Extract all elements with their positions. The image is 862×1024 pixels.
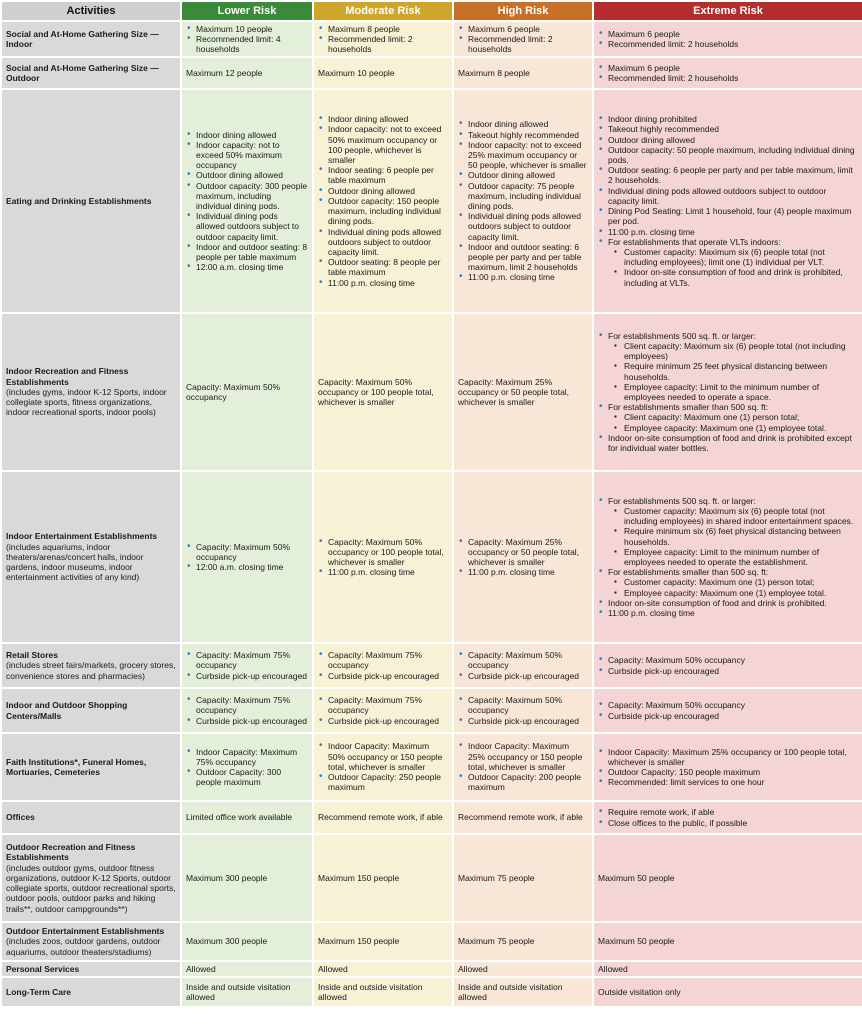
bullet-list <box>598 655 858 675</box>
high-risk-cell <box>454 644 592 687</box>
bullet-item <box>608 402 858 433</box>
lower-risk-cell <box>182 644 312 687</box>
bullet-text: Takeout highly recommended <box>608 124 720 135</box>
activity-cell <box>2 802 180 833</box>
bullet-item: • Recommended limit: 2 households <box>328 34 448 54</box>
bullet-list <box>458 741 588 792</box>
moderate-risk-cell <box>314 644 452 687</box>
bullet-list <box>186 747 308 788</box>
sub-bullet-item: ▪ Client capacity: Maximum six (6) people total (not including employees) <box>624 341 858 361</box>
bullet-text: Indoor on-site consumption of food and drink is prohibited. <box>608 597 827 608</box>
bullet-item <box>608 331 858 402</box>
moderate-risk-cell: Maximum 150 people <box>314 923 452 960</box>
bullet-item: • Indoor and outdoor seating: 8 people per table maximum <box>196 242 308 262</box>
activity-cell <box>2 314 180 470</box>
bullet-item: • 11:00 p.m. closing time <box>328 278 448 288</box>
bullet-item: • Outdoor dining allowed <box>196 170 308 180</box>
bullet-list <box>598 496 858 618</box>
table-row <box>2 472 862 642</box>
extreme-risk-cell <box>594 734 862 800</box>
lower-risk-cell <box>182 22 312 56</box>
bullet-item: • Outdoor Capacity: 200 people maximum <box>468 772 588 792</box>
activity-cell <box>2 978 180 1006</box>
bullet-item <box>608 227 858 237</box>
bullet-item: • 12:00 a.m. closing time <box>196 562 308 572</box>
bullet-item: • Capacity: Maximum 50% occupancy <box>468 650 588 670</box>
bullet-item: • Capacity: Maximum 50% occupancy <box>608 700 858 710</box>
bullet-item: • Individual dining pods allowed outdoors subject to outdoor capacity limit. <box>196 211 308 242</box>
lower-risk-cell: Capacity: Maximum 50% occupancy <box>182 314 312 470</box>
bullet-text: For establishments smaller than 500 sq. ft: <box>608 567 769 578</box>
moderate-risk-cell <box>314 689 452 732</box>
bullet-item: • Curbside pick-up encouraged <box>196 671 308 681</box>
sub-bullet-list <box>608 577 858 597</box>
activity-cell <box>2 644 180 687</box>
table-row <box>2 835 862 921</box>
bullet-item: • Require remote work, if able <box>608 807 858 817</box>
bullet-item <box>608 496 858 567</box>
bullet-item: • Capacity: Maximum 50% occupancy <box>468 695 588 715</box>
bullet-list <box>186 650 308 681</box>
bullet-item <box>608 206 858 226</box>
bullet-item: • Curbside pick-up encouraged <box>608 666 858 676</box>
activity-name: Personal Services <box>6 963 80 974</box>
bullet-item <box>608 165 858 185</box>
activity-cell <box>2 689 180 732</box>
bullet-item: • Outdoor dining allowed <box>468 170 588 180</box>
bullet-item <box>608 598 858 608</box>
activity-description: (includes outdoor gyms, outdoor fitness organizations, outdoor K-12 Sports, outdoor collegiate sports, outdoor recreational sports, outdoor pools, outdoor parks and hiking trails**, outdoor campgrounds**) <box>6 862 176 914</box>
table-row <box>2 802 862 833</box>
activity-cell <box>2 923 180 960</box>
bullet-item: • Indoor dining allowed <box>468 119 588 129</box>
bullet-list <box>598 29 858 49</box>
sub-bullet-item: ▪ Employee capacity: Limit to the minimum number of employees needed to operate the establishment. <box>624 547 858 567</box>
bullet-item: • Capacity: Maximum 75% occupancy <box>196 650 308 670</box>
bullet-item: • Indoor capacity: not to exceed 50% maximum occupancy <box>196 140 308 171</box>
extreme-risk-cell <box>594 472 862 642</box>
lower-risk-cell: Maximum 300 people <box>182 923 312 960</box>
high-risk-cell: Recommend remote work, if able <box>454 802 592 833</box>
extreme-risk-cell: Outside visitation only <box>594 978 862 1006</box>
bullet-list <box>598 63 858 83</box>
bullet-item <box>608 186 858 206</box>
bullet-list <box>318 24 448 55</box>
bullet-item: • 11:00 p.m. closing time <box>468 272 588 282</box>
sub-bullet-list <box>608 247 858 288</box>
lower-risk-cell: Maximum 12 people <box>182 58 312 88</box>
bullet-item: • Outdoor capacity: 150 people maximum, including individual dining pods. <box>328 196 448 227</box>
table-row <box>2 734 862 800</box>
table-row <box>2 90 862 312</box>
activity-cell <box>2 734 180 800</box>
activity-cell <box>2 90 180 312</box>
bullet-text: Individual dining pods allowed outdoors subject to outdoor capacity limit. <box>608 185 827 206</box>
activity-name: Faith Institutions*, Funeral Homes, Mortuaries, Cemeteries <box>6 756 147 777</box>
bullet-item: • Recommended limit: 4 households <box>196 34 308 54</box>
extreme-risk-cell <box>594 802 862 833</box>
activity-name: Retail Stores <box>6 650 58 661</box>
bullet-item: • Recommended limit: 2 households <box>468 34 588 54</box>
bullet-item: • Indoor dining allowed <box>196 130 308 140</box>
bullet-item: • Capacity: Maximum 75% occupancy <box>328 695 448 715</box>
bullet-item <box>608 608 858 618</box>
sub-bullet-item: ▪ Employee capacity: Maximum one (1) employee total. <box>624 423 858 433</box>
extreme-risk-cell: Maximum 50 people <box>594 923 862 960</box>
bullet-item: • Curbside pick-up encouraged <box>608 711 858 721</box>
activity-description: (includes street fairs/markets, grocery stores, convenience stores and pharmacies) <box>6 660 176 681</box>
bullet-text: Indoor dining prohibited <box>608 114 697 125</box>
bullet-item: • Recommended limit: 2 households <box>608 39 858 49</box>
table-row <box>2 644 862 687</box>
extreme-risk-cell <box>594 314 862 470</box>
moderate-risk-cell: Recommend remote work, if able <box>314 802 452 833</box>
extreme-risk-cell <box>594 58 862 88</box>
extreme-risk-cell <box>594 22 862 56</box>
bullet-list <box>186 24 308 55</box>
header-extreme-risk: Extreme Risk <box>594 2 862 20</box>
extreme-risk-cell <box>594 689 862 732</box>
sub-bullet-list <box>608 412 858 432</box>
header-high-risk: High Risk <box>454 2 592 20</box>
sub-bullet-item: ▪ Require minimum 25 feet physical distancing between households. <box>624 361 858 381</box>
bullet-list <box>318 650 448 681</box>
sub-bullet-item: ▪ Employee capacity: Maximum one (1) employee total. <box>624 588 858 598</box>
high-risk-cell: Maximum 8 people <box>454 58 592 88</box>
bullet-item: • Indoor capacity: not to exceed 50% maximum occupancy or 100 people, whichever is smaller <box>328 124 448 165</box>
sub-bullet-list <box>608 506 858 567</box>
bullet-text: For establishments smaller than 500 sq. ft: <box>608 402 769 413</box>
extreme-risk-cell <box>594 90 862 312</box>
lower-risk-cell <box>182 90 312 312</box>
activity-name: Offices <box>6 812 35 823</box>
bullet-list <box>186 130 308 273</box>
bullet-item: • Maximum 6 people <box>608 63 858 73</box>
header-moderate-risk: Moderate Risk <box>314 2 452 20</box>
activity-cell <box>2 22 180 56</box>
lower-risk-cell <box>182 472 312 642</box>
activity-description: (includes zoos, outdoor gardens, outdoor aquariums, outdoor theaters/stadiums) <box>6 936 161 957</box>
sub-bullet-list <box>608 341 858 402</box>
bullet-item: • Indoor dining allowed <box>328 114 448 124</box>
bullet-item: • Outdoor Capacity: 150 people maximum <box>608 767 858 777</box>
bullet-list <box>318 741 448 792</box>
activity-name: Indoor Recreation and Fitness Establishments <box>6 366 129 387</box>
bullet-text: 11:00 p.m. closing time <box>608 226 695 237</box>
bullet-item: • Indoor Capacity: Maximum 50% occupancy or 150 people total, whichever is smaller <box>328 741 448 772</box>
bullet-list <box>598 807 858 827</box>
bullet-item: • Capacity: Maximum 75% occupancy <box>196 695 308 715</box>
sub-bullet-item: ▪ Customer capacity: Maximum six (6) people total (not including employees) in shared indoor entertainment spaces. <box>624 506 858 526</box>
header-activities: Activities <box>2 2 180 20</box>
high-risk-cell <box>454 734 592 800</box>
table-row <box>2 689 862 732</box>
bullet-item: • Outdoor dining allowed <box>328 186 448 196</box>
activity-description: (includes gyms, indoor K-12 Sports, indoor collegiate sports, fitness organizations, indoor recreational sports, indoor pools) <box>6 386 167 418</box>
bullet-item: • 11:00 p.m. closing time <box>468 567 588 577</box>
high-risk-cell: Maximum 75 people <box>454 923 592 960</box>
moderate-risk-cell <box>314 472 452 642</box>
bullet-item: • Capacity: Maximum 50% occupancy or 100 people total, whichever is smaller <box>328 537 448 568</box>
bullet-text: Indoor on-site consumption of food and drink is prohibited except for individual water bottles. <box>608 432 852 454</box>
bullet-list <box>318 537 448 578</box>
bullet-item <box>608 145 858 165</box>
sub-bullet-item: ▪ Client capacity: Maximum one (1) person total; <box>624 412 858 422</box>
bullet-item: • Capacity: Maximum 25% occupancy or 50 people total, whichever is smaller <box>468 537 588 568</box>
bullet-item: • Curbside pick-up encouraged <box>468 671 588 681</box>
bullet-item: • Curbside pick-up encouraged <box>328 671 448 681</box>
table-row <box>2 978 862 1006</box>
table-row <box>2 314 862 470</box>
bullet-item: • Recommended: limit services to one hour <box>608 777 858 787</box>
activity-cell <box>2 472 180 642</box>
bullet-list <box>186 695 308 726</box>
bullet-item: • Maximum 10 people <box>196 24 308 34</box>
bullet-item: • Maximum 6 people <box>608 29 858 39</box>
table-row <box>2 22 862 56</box>
bullet-item <box>608 124 858 134</box>
bullet-list <box>186 542 308 573</box>
bullet-item <box>608 114 858 124</box>
bullet-item: • 12:00 a.m. closing time <box>196 262 308 272</box>
extreme-risk-cell: Maximum 50 people <box>594 835 862 921</box>
bullet-text: For establishments 500 sq. ft. or larger: <box>608 495 756 506</box>
bullet-list <box>458 695 588 726</box>
bullet-item <box>608 135 858 145</box>
bullet-item <box>608 433 858 453</box>
moderate-risk-cell: Allowed <box>314 962 452 976</box>
bullet-item: • Indoor Capacity: Maximum 25% occupancy or 150 people total, whichever is smaller <box>468 741 588 772</box>
bullet-item: • Outdoor seating: 8 people per table maximum <box>328 257 448 277</box>
moderate-risk-cell: Maximum 150 people <box>314 835 452 921</box>
high-risk-cell: Maximum 75 people <box>454 835 592 921</box>
bullet-item: • Maximum 8 people <box>328 24 448 34</box>
table-row <box>2 58 862 88</box>
bullet-list <box>458 650 588 681</box>
bullet-item: • Outdoor Capacity: 250 people maximum <box>328 772 448 792</box>
bullet-item: • Capacity: Maximum 75% occupancy <box>328 650 448 670</box>
moderate-risk-cell <box>314 90 452 312</box>
high-risk-cell <box>454 22 592 56</box>
bullet-item: • Curbside pick-up encouraged <box>328 716 448 726</box>
bullet-item: • Maximum 6 people <box>468 24 588 34</box>
bullet-item: • Indoor Capacity: Maximum 75% occupancy <box>196 747 308 767</box>
bullet-list <box>318 114 448 287</box>
activity-name: Eating and Drinking Establishments <box>6 195 152 206</box>
bullet-text: Outdoor seating: 6 people per party and per table maximum, limit 2 households. <box>608 165 853 186</box>
bullet-item: • Outdoor Capacity: 300 people maximum <box>196 767 308 787</box>
lower-risk-cell <box>182 689 312 732</box>
sub-bullet-item: ▪ Employee capacity: Limit to the minimum number of employees needed to operate a space. <box>624 382 858 402</box>
bullet-item: • Takeout highly recommended <box>468 130 588 140</box>
lower-risk-cell: Allowed <box>182 962 312 976</box>
sub-bullet-item: ▪ Indoor on-site consumption of food and drink is prohibited, including at VLTs. <box>624 267 858 287</box>
activity-name: Social and At-Home Gathering Size — Outdoor <box>6 62 159 83</box>
high-risk-cell <box>454 472 592 642</box>
bullet-item: • Indoor and outdoor seating: 6 people per party and per table maximum, limit 2 households <box>468 242 588 273</box>
bullet-item: • Curbside pick-up encouraged <box>468 716 588 726</box>
bullet-list <box>598 331 858 453</box>
bullet-item: • Capacity: Maximum 50% occupancy <box>608 655 858 665</box>
bullet-item: • Indoor capacity: not to exceed 25% maximum occupancy or 50 people, whichever is smaller <box>468 140 588 171</box>
activity-cell <box>2 962 180 976</box>
bullet-item: • Outdoor capacity: 300 people maximum, including individual dining pods. <box>196 181 308 212</box>
bullet-item: • 11:00 p.m. closing time <box>328 567 448 577</box>
table-row <box>2 923 862 960</box>
header-lower-risk: Lower Risk <box>182 2 312 20</box>
extreme-risk-cell <box>594 644 862 687</box>
extreme-risk-cell: Allowed <box>594 962 862 976</box>
bullet-item: • Recommended limit: 2 households <box>608 73 858 83</box>
activity-cell <box>2 58 180 88</box>
bullet-item: • Curbside pick-up encouraged <box>196 716 308 726</box>
sub-bullet-item: ▪ Customer capacity: Maximum one (1) person total; <box>624 577 858 587</box>
bullet-list <box>458 537 588 578</box>
activity-name: Indoor and Outdoor Shopping Centers/Malls <box>6 700 128 721</box>
header-row <box>2 2 862 20</box>
moderate-risk-cell: Capacity: Maximum 50% occupancy or 100 people total, whichever is smaller <box>314 314 452 470</box>
bullet-item: • Indoor seating: 6 people per table maximum <box>328 165 448 185</box>
bullet-item: • Close offices to the public, if possible <box>608 818 858 828</box>
lower-risk-cell: Maximum 300 people <box>182 835 312 921</box>
bullet-text: For establishments that operate VLTs indoors: <box>608 236 781 247</box>
activity-name: Social and At-Home Gathering Size — Indoor <box>6 28 159 49</box>
sub-bullet-item: ▪ Require minimum six (6) feet physical distancing between households. <box>624 526 858 546</box>
bullet-list <box>598 747 858 788</box>
bullet-item <box>608 237 858 288</box>
bullet-item: • Outdoor capacity: 75 people maximum, including individual dining pods. <box>468 181 588 212</box>
bullet-text: Outdoor capacity: 50 people maximum, including individual dining pods. <box>608 144 855 166</box>
activity-cell <box>2 835 180 921</box>
high-risk-cell: Capacity: Maximum 25% occupancy or 50 people total, whichever is smaller <box>454 314 592 470</box>
moderate-risk-cell: Maximum 10 people <box>314 58 452 88</box>
bullet-item: • Individual dining pods allowed outdoors subject to outdoor capacity limit. <box>468 211 588 242</box>
moderate-risk-cell <box>314 22 452 56</box>
lower-risk-cell: Limited office work available <box>182 802 312 833</box>
high-risk-cell: Allowed <box>454 962 592 976</box>
bullet-list <box>598 114 858 287</box>
activity-name: Outdoor Entertainment Establishments <box>6 926 165 937</box>
bullet-list <box>598 700 858 720</box>
activity-name: Indoor Entertainment Establishments <box>6 531 158 542</box>
lower-risk-cell <box>182 734 312 800</box>
bullet-item <box>608 567 858 598</box>
bullet-item: • Indoor Capacity: Maximum 25% occupancy or 100 people total, whichever is smaller <box>608 747 858 767</box>
moderate-risk-cell: Inside and outside visitation allowed <box>314 978 452 1006</box>
lower-risk-cell: Inside and outside visitation allowed <box>182 978 312 1006</box>
high-risk-cell <box>454 90 592 312</box>
activity-description: (includes aquariums, indoor theaters/arenas/concert halls, indoor gardens, indoor museums, indoor entertainment activities of any kind) <box>6 541 144 583</box>
moderate-risk-cell <box>314 734 452 800</box>
activity-name: Long-Term Care <box>6 986 72 997</box>
high-risk-cell: Inside and outside visitation allowed <box>454 978 592 1006</box>
bullet-text: For establishments 500 sq. ft. or larger: <box>608 330 756 341</box>
activity-name: Outdoor Recreation and Fitness Establishments <box>6 842 136 863</box>
bullet-text: Dining Pod Seating: Limit 1 household, four (4) people maximum per pod. <box>608 206 852 227</box>
sub-bullet-item: ▪ Customer capacity: Maximum six (6) people total (not including employees); limit one (1) individual per VLT. <box>624 247 858 267</box>
bullet-item: • Individual dining pods allowed outdoors subject to outdoor capacity limit. <box>328 227 448 258</box>
bullet-text: Outdoor dining allowed <box>608 134 695 145</box>
bullet-list <box>458 24 588 55</box>
bullet-text: 11:00 p.m. closing time <box>608 608 695 619</box>
bullet-list <box>458 119 588 282</box>
bullet-item: • Capacity: Maximum 50% occupancy <box>196 542 308 562</box>
high-risk-cell <box>454 689 592 732</box>
bullet-list <box>318 695 448 726</box>
table-row <box>2 962 862 976</box>
